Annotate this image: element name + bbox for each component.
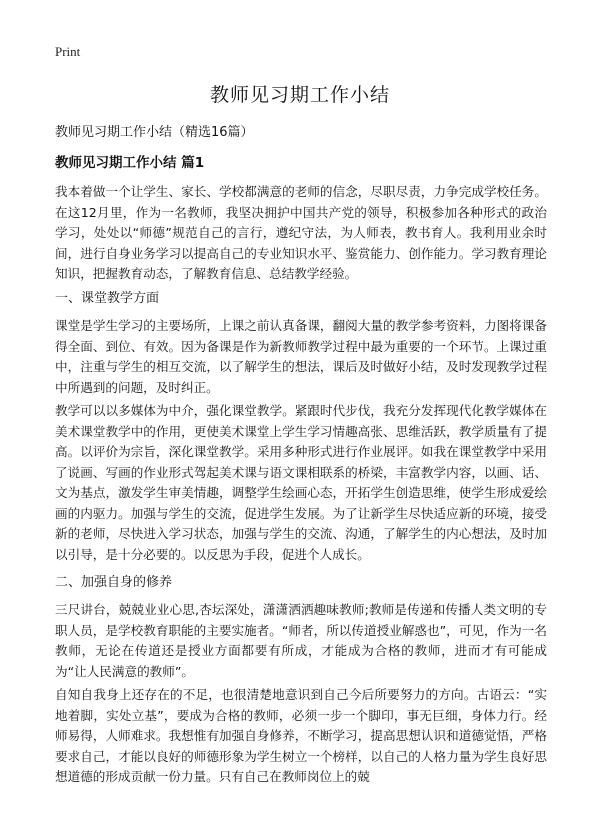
paragraph-intro: 我本着做一个让学生、家长、学校都满意的老师的信念，尽职尽责，力争完成学校任务。在这12月里，作为一名教师，我坚决拥护中国共产党的领导，积极参加各种形式的政治学习，处处以“师德”规范自己的言行，遵纪守法，为人师表，教书育人。我利用业余时间，进行自身业务学习以提高自己的专业知识水平、鉴赏能力、创作能力。学习教育理论知识，把握教育动态，了解教育信息、总结教学经验。 [55, 184, 547, 281]
paragraph-self-improvement: 自知自我身上还存在的不足，也很清楚地意识到自己今后所要努力的方向。古语云：“实地着脚，实处立基”，要成为合格的教师，必须一步一个脚印，事无巨细，身体力行。经师易得，人师难求。我想惟有加强自身修养，不断学习，提高思想认识和道德觉悟，严格要求自己，才能以良好的师德形象为学生树立一个榜样，以自己的人格力量为学生良好思想道德的形成贡献一份力量。只有自己在教师岗位上的兢 [55, 687, 547, 784]
paragraph-multimedia: 教学可以以多媒体为中介，强化课堂教学。紧跟时代步伐，我充分发挥现代化教学媒体在美术课堂教学中的作用，更使美术课堂上学生学习情趣高张、思维活跃，教学质量有了提高。以评价为宗旨，深化课堂教学。采用多种形式进行作业展评。如我在课堂教学中采用了说画、写画的作业形式驾起美术课与语文课相联系的桥梁，丰富教学内容，以画、话、文为基点，激发学生审美情趣，调整学生绘画心态，开拓学生创造思维，使学生形成爱绘画的内驱力。加强与学生的交流，促进学生发展。为了让新学生尽快适应新的环境，接受新的老师，尽快进入学习状态，加强与学生的交流、沟通，了解学生的内心想法，及时加以引导，是十分必要的。以反思为手段，促进个人成长。 [55, 403, 547, 562]
section-title: 教师见习期工作小结 篇1 [55, 155, 205, 171]
document-subtitle: 教师见习期工作小结（精选16篇） [55, 125, 254, 140]
heading-self-cultivation: 二、加强自身的修养 [55, 575, 173, 590]
print-link[interactable]: Print [55, 44, 81, 59]
paragraph-classroom: 课堂是学生学习的主要场所，上课之前认真备课，翻阅大量的教学参考资料，力图将课备得全面、到位、有效。因为备课是作为新教师教学过程中最为重要的一个环节。上课过重中，注重与学生的相互交流，以了解学生的想法，课后及时做好小结，及时发现教学过程中所遇到的问题，及时纠正。 [55, 318, 547, 395]
heading-classroom-teaching: 一、课堂教学方面 [55, 291, 160, 306]
page-title: 教师见习期工作小结 [209, 84, 390, 106]
paragraph-teacher-role: 三尺讲台，兢兢业业心思,杏坛深处，潇潇洒洒趣味教师;教师是传递和传播人类文明的专职人员，是学校教育职能的主要实施者。“师者，所以传道授业解惑也”，可见，作为一名教师，无论在传道还是授业方面都要有所成，才能成为合格的教师，进而才有可能成为“让人民满意的教师”。 [55, 602, 547, 679]
